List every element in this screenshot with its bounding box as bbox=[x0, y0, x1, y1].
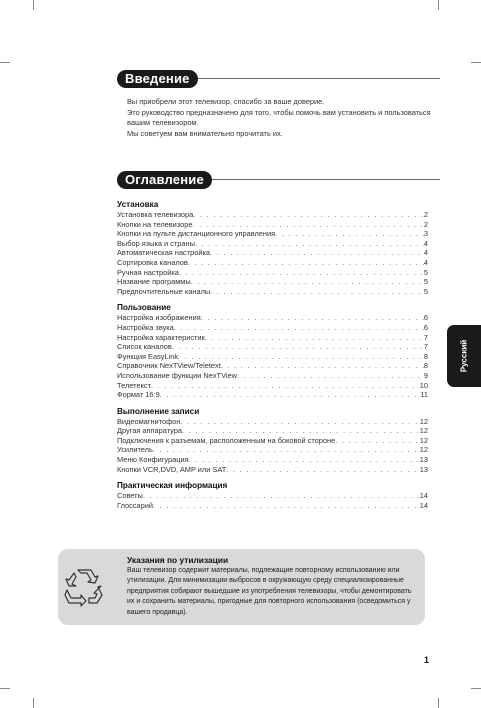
toc-entry-page: 12 bbox=[419, 426, 428, 436]
toc-entry-title: Настройка изображения bbox=[117, 313, 201, 323]
crop-mark bbox=[0, 688, 10, 689]
toc-entry-page: 5 bbox=[423, 277, 428, 287]
toc-leader-dots bbox=[191, 277, 424, 287]
recycling-text: Ваш телевизор содержит материалы, подлежащие повторному использованию или утилизации. Для минимизации выбросов в окружающую среду специализированные предприятия собирают вышедшие из употребления телевизоры, чтобы демонтировать их и сохранить материалы, пригодные для повторного использования (осведомиться у вашего продавца). bbox=[127, 567, 412, 616]
toc-entry-page: 5 bbox=[423, 267, 428, 277]
toc-entry bbox=[117, 361, 428, 371]
toc-entry-page: 9 bbox=[423, 370, 428, 380]
toc-entry-title: Название программы bbox=[117, 277, 191, 287]
toc-entry bbox=[117, 220, 428, 230]
toc-leader-dots bbox=[193, 210, 424, 220]
toc-group bbox=[117, 199, 428, 296]
toc-entry bbox=[117, 390, 428, 400]
toc-entry bbox=[117, 277, 428, 287]
toc-entry-title: Кнопки на телевизоре bbox=[117, 219, 193, 229]
toc-entry-page: 14 bbox=[419, 491, 428, 501]
toc-entry-title: Ручная настройка bbox=[117, 267, 179, 277]
toc-leader-dots bbox=[237, 371, 424, 381]
crop-mark bbox=[0, 62, 10, 63]
toc-leader-dots bbox=[192, 220, 423, 230]
toc-entry bbox=[117, 426, 428, 436]
intro-text bbox=[127, 97, 437, 139]
toc-leader-dots bbox=[178, 352, 424, 362]
intro-paragraph: Мы советуем вам внимательно прочитать их. bbox=[127, 128, 283, 138]
toc-entry bbox=[117, 313, 428, 323]
toc-leader-dots bbox=[180, 417, 419, 427]
toc-entry-title: Выбор языка и страны bbox=[117, 238, 195, 248]
toc-group-title: Выполнение записи bbox=[117, 406, 200, 416]
toc-entry-title: Список каналов bbox=[117, 342, 172, 352]
toc-entry-page: 12 bbox=[419, 416, 428, 426]
toc-entry-page: 6 bbox=[423, 322, 428, 332]
toc-entry-title: Видеомагнитофон bbox=[117, 416, 181, 426]
toc-leader-dots bbox=[335, 436, 420, 446]
toc-entry-page: 2 bbox=[423, 210, 428, 219]
intro-paragraph: Это руководство предназначено для того, чтобы помочь вам установить и пользоваться вашим телевизором. bbox=[127, 107, 431, 128]
crop-mark bbox=[438, 698, 439, 708]
toc-entry bbox=[117, 501, 428, 511]
toc-entry-title: Кнопки на пульте дистанционного управления bbox=[117, 229, 276, 239]
toc-entry-title: Функция EasyLink bbox=[117, 351, 179, 361]
toc-entry bbox=[117, 248, 428, 258]
toc-entry-page: 12 bbox=[419, 435, 428, 445]
toc-entry-title: Предпочтительные каналы bbox=[117, 286, 211, 296]
toc-entry-title: Справочник NexTView/Teletext bbox=[117, 361, 221, 371]
toc-leader-dots bbox=[195, 239, 424, 249]
toc-entry-title: Установка телевизора bbox=[117, 210, 194, 219]
intro-heading: Введение bbox=[117, 70, 198, 88]
toc-leader-dots bbox=[275, 229, 424, 239]
toc-entry-title: Настройка звука bbox=[117, 322, 174, 332]
toc-entry bbox=[117, 342, 428, 352]
toc-leader-dots bbox=[153, 501, 420, 511]
toc-entry bbox=[117, 417, 428, 427]
toc-entry-title: Подключения к разъемам, расположенным на боковой стороне bbox=[117, 435, 336, 445]
toc-group bbox=[117, 302, 428, 399]
toc-entry-title: Меню Конфигурация bbox=[117, 455, 189, 465]
toc-header bbox=[117, 171, 440, 189]
toc-leader-dots bbox=[172, 342, 424, 352]
toc-entry-page: 14 bbox=[419, 500, 428, 510]
toc-leader-dots bbox=[221, 361, 424, 371]
toc-entry-title: Глоссарий bbox=[117, 500, 153, 510]
toc-entry-title: Настройка характеристик bbox=[117, 332, 205, 342]
toc-entry bbox=[117, 491, 428, 501]
toc-leader-dots bbox=[205, 333, 424, 343]
toc-heading: Оглавление bbox=[117, 171, 212, 189]
toc-entry bbox=[117, 436, 428, 446]
toc-leader-dots bbox=[188, 258, 424, 268]
toc-entry-page: 8 bbox=[423, 351, 428, 361]
recycle-icon bbox=[64, 567, 104, 607]
crop-mark bbox=[33, 698, 34, 708]
toc-entry-page: 3 bbox=[423, 229, 428, 239]
toc-leader-dots bbox=[182, 426, 420, 436]
toc-group-title: Практическая информация bbox=[117, 481, 228, 491]
toc-entry-page: 13 bbox=[419, 464, 428, 474]
crop-mark bbox=[438, 0, 439, 10]
crop-mark bbox=[471, 688, 481, 689]
toc-leader-dots bbox=[210, 287, 424, 297]
toc-entry-page: 11 bbox=[420, 390, 428, 400]
toc-entry bbox=[117, 229, 428, 239]
toc-entry bbox=[117, 210, 428, 220]
toc-group-title: Установка bbox=[117, 200, 159, 209]
toc-entry-title: Использование функции NexTView bbox=[117, 370, 237, 380]
toc-leader-dots bbox=[210, 248, 424, 258]
toc-entry-page: 6 bbox=[423, 313, 428, 323]
toc-leader-dots bbox=[160, 390, 421, 400]
toc-leader-dots bbox=[151, 381, 420, 391]
toc-entry-page: 10 bbox=[419, 380, 428, 390]
toc-leader-dots bbox=[143, 491, 420, 501]
toc-leader-dots bbox=[189, 455, 420, 465]
toc-group-title: Пользование bbox=[117, 303, 171, 313]
language-tab-label: Русский bbox=[459, 339, 469, 373]
toc-leader-dots bbox=[179, 268, 424, 278]
toc-entry bbox=[117, 323, 428, 333]
toc-entry bbox=[117, 465, 428, 475]
toc-entry-page: 4 bbox=[423, 257, 428, 267]
crop-mark bbox=[33, 0, 34, 10]
toc-entry-title: Кнопки VCR,DVD, AMP или SAT bbox=[117, 464, 227, 474]
toc-leader-dots bbox=[201, 313, 424, 323]
toc-entry-title: Формат 16:9 bbox=[117, 390, 160, 400]
language-tab bbox=[447, 325, 481, 387]
toc-entry-page: 4 bbox=[423, 248, 428, 258]
toc-entry bbox=[117, 352, 428, 362]
toc-entry-page: 7 bbox=[423, 332, 428, 342]
toc-entry bbox=[117, 455, 428, 465]
toc-entry-title: Советы bbox=[117, 491, 143, 501]
toc-entry bbox=[117, 333, 428, 343]
toc-group bbox=[117, 406, 428, 475]
intro-paragraph: Вы приобрели этот телевизор, спасибо за ваше доверие. bbox=[127, 97, 325, 106]
toc-entry-title: Автоматическая настройка bbox=[117, 248, 210, 258]
crop-mark bbox=[471, 62, 481, 63]
recycling-notice bbox=[58, 549, 425, 625]
page-number: 1 bbox=[424, 655, 430, 665]
toc-leader-dots bbox=[153, 445, 420, 455]
toc-entry-title: Телетекст bbox=[117, 380, 151, 390]
table-of-contents bbox=[117, 199, 428, 516]
toc-entry-page: 12 bbox=[419, 445, 428, 455]
toc-group bbox=[117, 480, 428, 510]
toc-leader-dots bbox=[226, 465, 420, 475]
toc-leader-dots bbox=[174, 323, 424, 333]
toc-entry-title: Другая аппаратура bbox=[117, 426, 183, 436]
toc-entry-page: 5 bbox=[423, 286, 428, 296]
toc-entry-title: Сортировка каналов bbox=[117, 257, 188, 267]
toc-entry-page: 7 bbox=[423, 342, 428, 352]
recycling-title: Указания по утилизации bbox=[127, 555, 229, 565]
toc-entry bbox=[117, 268, 428, 278]
toc-entry-title: Усилитель bbox=[117, 445, 153, 455]
toc-entry-page: 8 bbox=[423, 361, 428, 371]
toc-entry bbox=[117, 381, 428, 391]
toc-entry bbox=[117, 371, 428, 381]
toc-entry bbox=[117, 258, 428, 268]
toc-entry-page: 2 bbox=[423, 219, 428, 229]
toc-entry-page: 13 bbox=[419, 455, 428, 465]
toc-entry-page: 4 bbox=[423, 238, 428, 248]
toc-entry bbox=[117, 445, 428, 455]
toc-entry bbox=[117, 239, 428, 249]
toc-entry bbox=[117, 287, 428, 297]
intro-header bbox=[117, 70, 440, 88]
